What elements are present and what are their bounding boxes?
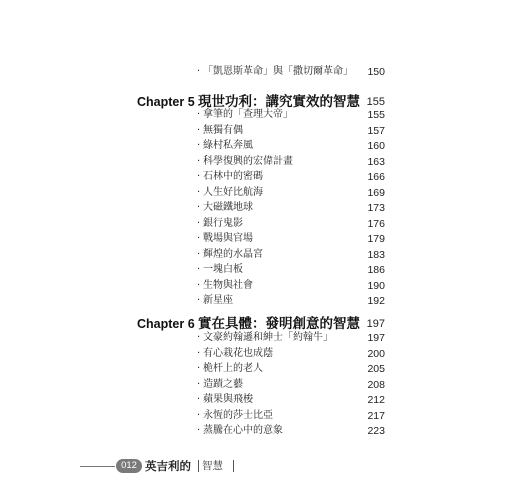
- bullet: ‧: [197, 233, 201, 244]
- bullet: ‧: [197, 332, 201, 343]
- bullet: ‧: [197, 186, 201, 198]
- entry-title: 蘋果與飛梭: [203, 394, 253, 405]
- toc-entry: [0, 123, 520, 139]
- bullet: ‧: [197, 279, 201, 291]
- entry-title: 輝煌的水晶宮: [203, 248, 263, 260]
- bullet: ‧: [197, 66, 201, 77]
- entry-page: 160: [367, 140, 385, 152]
- bullet: ‧: [197, 264, 201, 275]
- bullet: ‧: [197, 347, 201, 359]
- bullet: ‧: [197, 217, 201, 229]
- entry-page: 183: [367, 248, 385, 261]
- bullet: ‧: [197, 109, 201, 120]
- entry-page: 212: [367, 394, 385, 406]
- bullet: ‧: [197, 248, 201, 260]
- chapter-page: 197: [366, 318, 385, 330]
- entry-page: 173: [367, 202, 385, 214]
- footer-divider: [198, 460, 199, 472]
- chapter-title: 現世功利：講究實效的智慧: [198, 94, 360, 110]
- bullet: ‧: [197, 378, 201, 390]
- entry-page: 166: [367, 171, 385, 183]
- entry-title: 銀行鬼影: [203, 217, 243, 229]
- toc-entry: [0, 216, 520, 232]
- toc-entry: [0, 377, 520, 393]
- entry-title: 綠村私奔風: [203, 140, 253, 151]
- entry-title: 一塊白板: [203, 264, 243, 275]
- entry-title: 戰場與官場: [203, 233, 253, 244]
- entry-title: 永恆的莎士比亞: [203, 409, 273, 421]
- entry-page: 223: [367, 425, 385, 437]
- toc-entry: [0, 231, 520, 247]
- toc-entry: [0, 293, 520, 309]
- entry-page: 155: [367, 109, 385, 121]
- bullet: ‧: [197, 425, 201, 436]
- entry-title: 大磁鐵地球: [203, 202, 253, 213]
- entry-page: 176: [367, 217, 385, 230]
- bullet: ‧: [197, 140, 201, 151]
- toc-entry: [0, 169, 520, 185]
- entry-title: 拿筆的「查理大帝」: [203, 109, 293, 120]
- entry-page: 157: [367, 124, 385, 137]
- page-number-badge: 012: [116, 459, 142, 473]
- entry-title: 「凱恩斯革命」與「撒切爾革命」: [203, 66, 353, 77]
- chapter-number: Chapter 5: [137, 95, 195, 109]
- toc-entry: [0, 278, 520, 294]
- toc-entry: [0, 423, 520, 439]
- bullet: ‧: [197, 155, 201, 167]
- bullet: ‧: [197, 171, 201, 182]
- entry-title: 人生好比航海: [203, 186, 263, 198]
- bullet: ‧: [197, 409, 201, 421]
- toc-entry: [0, 138, 520, 154]
- page-footer: [0, 456, 520, 476]
- entry-title: 科學復興的宏偉計畫: [203, 155, 293, 167]
- bullet: ‧: [197, 394, 201, 405]
- bullet: ‧: [197, 363, 201, 374]
- entry-title: 桅杆上的老人: [203, 363, 263, 374]
- toc-entry: [0, 392, 520, 408]
- entry-page: 186: [367, 264, 385, 276]
- entry-title: 生物與社會: [203, 279, 253, 291]
- entry-page: 163: [367, 155, 385, 168]
- footer-book-title: 智慧: [202, 460, 223, 472]
- toc-entry: [0, 247, 520, 263]
- entry-title: 有心栽花也成蔭: [203, 347, 273, 359]
- bullet: ‧: [197, 202, 201, 213]
- chapter-title: 實在具體：發明創意的智慧: [198, 316, 360, 332]
- toc-entry: [0, 346, 520, 362]
- entry-title: 文豪約翰遜和紳士「約翰牛」: [203, 332, 333, 343]
- toc-entry: [0, 361, 520, 377]
- entry-page: 205: [367, 363, 385, 375]
- footer-divider: [233, 460, 234, 472]
- toc-entry: [0, 64, 520, 80]
- entry-title: 新星座: [203, 295, 233, 306]
- toc-entry: [0, 330, 520, 346]
- toc-entry: [0, 154, 520, 170]
- entry-title: 無獨有偶: [203, 124, 243, 136]
- chapter-number: Chapter 6: [137, 317, 195, 331]
- entry-page: 169: [367, 186, 385, 199]
- toc-entry: [0, 408, 520, 424]
- entry-page: 197: [367, 332, 385, 344]
- entry-page: 192: [367, 295, 385, 307]
- entry-page: 208: [367, 378, 385, 391]
- toc-entry: [0, 107, 520, 123]
- footer-running-title: 英吉利的: [145, 459, 191, 473]
- entry-title: 造蹟之藝: [203, 378, 243, 390]
- toc-entry: [0, 200, 520, 216]
- footer-rule: [80, 466, 115, 467]
- toc-entry: [0, 185, 520, 201]
- entry-page: 190: [367, 279, 385, 292]
- toc-entry: [0, 262, 520, 278]
- bullet: ‧: [197, 295, 201, 306]
- chapter-page: 155: [366, 96, 385, 108]
- entry-page: 200: [367, 347, 385, 360]
- entry-title: 石林中的密碼: [203, 171, 263, 182]
- bullet: ‧: [197, 124, 201, 136]
- entry-page: 150: [367, 66, 385, 78]
- entry-title: 蒸騰在心中的意象: [203, 425, 283, 436]
- entry-page: 179: [367, 233, 385, 245]
- entry-page: 217: [367, 409, 385, 422]
